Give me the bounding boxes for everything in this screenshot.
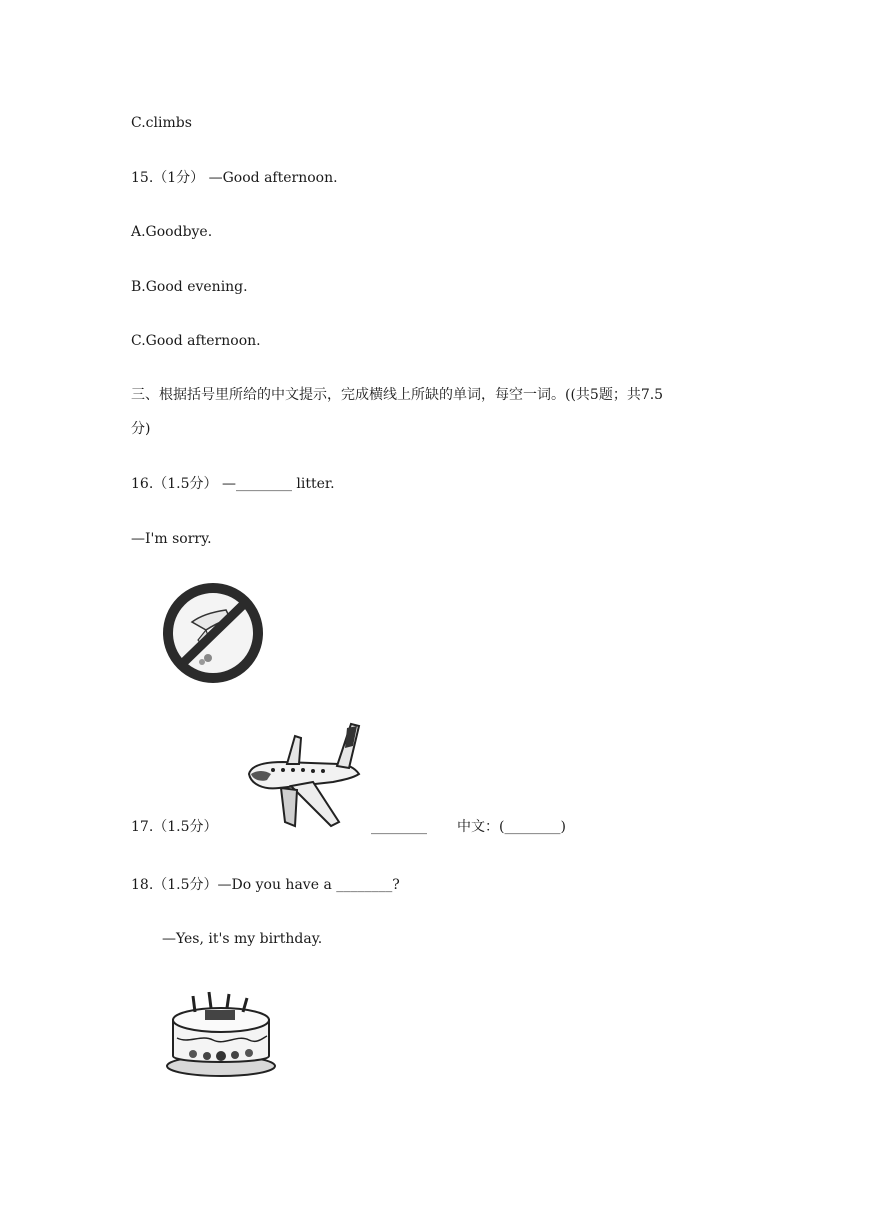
birthday-cake-icon [163,990,281,1080]
question-17-number: 17.（1.5分） [131,819,218,835]
option-c-climbs: C.climbs [131,115,192,131]
question-15-stem: 15.（1分） —Good afternoon. [131,170,338,186]
no-littering-sign-icon [160,582,266,684]
question-15-option-a: A.Goodbye. [131,224,213,240]
question-18-stem: 18.（1.5分）—Do you have a ________? [131,877,400,893]
question-15-option-b: B.Good evening. [131,279,248,295]
section-3-heading-line-2: 分) [131,421,151,437]
question-17-chinese-label: 中文：(________) [457,819,566,835]
question-16-stem: 16.（1.5分） —________ litter. [131,476,335,492]
question-18-reply: —Yes, it's my birthday. [162,931,323,947]
section-3-heading-line-1: 三、根据括号里所给的中文提示，完成横线上所缺的单词，每空一词。((共5题；共7.5 [131,387,664,403]
airplane-icon [243,722,365,832]
question-15-option-c: C.Good afternoon. [131,333,261,349]
question-17-blank: ________ [371,819,427,835]
question-16-reply: —I'm sorry. [131,531,212,547]
